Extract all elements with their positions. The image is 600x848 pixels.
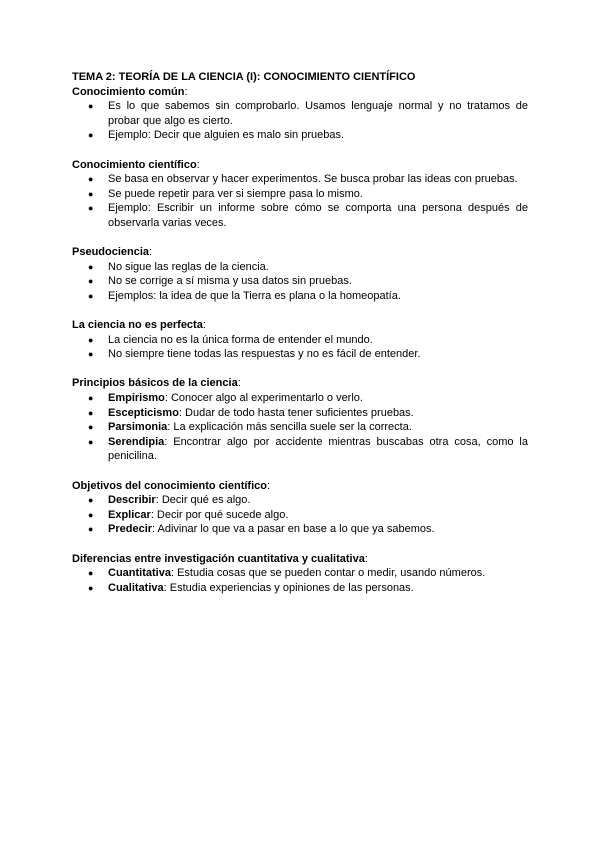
bullet-list <box>72 493 528 537</box>
list-item: ● Ejemplos: la idea de que la Tierra es plana o la homeopatía. <box>88 289 401 302</box>
section-heading: Pseudociencia: <box>72 246 153 259</box>
bullet-icon: ● <box>88 188 94 199</box>
list-item: ● Empirismo: Conocer algo al experimentarlo o verlo. <box>88 392 363 405</box>
list-item: ● Se basa en observar y hacer experimentos. Se busca probar las ideas con pruebas. <box>88 173 518 186</box>
list-item: ● Describir: Decir qué es algo. <box>88 494 251 507</box>
term-label: Describir <box>108 494 156 507</box>
bullet-icon: ● <box>88 509 94 520</box>
bullet-icon: ● <box>88 436 94 447</box>
bullet-icon: ● <box>88 407 94 418</box>
list-item: ● No sigue las reglas de la ciencia. <box>88 260 269 273</box>
term-label: Serendipia <box>108 435 165 448</box>
list-item: ● Se puede repetir para ver si siempre pasa lo mismo. <box>88 187 363 200</box>
list-item: ● Explicar: Decir por qué sucede algo. <box>88 508 289 521</box>
term-label: Empirismo <box>108 392 165 405</box>
list-item: ● Predecir: Adivinar lo que va a pasar en base a lo que ya sabemos. <box>88 523 435 536</box>
bullet-icon: ● <box>88 290 94 301</box>
list-item: ● Ejemplo: Escribir un informe sobre cómo se comporta una persona después de observarla varias veces. <box>88 202 528 229</box>
term-label: Parsimonia <box>108 421 168 434</box>
list-item: ● Cualitativa: Estudia experiencias y opiniones de las personas. <box>88 581 414 594</box>
bullet-list <box>72 260 528 304</box>
bullet-icon: ● <box>88 334 94 345</box>
list-item: ● Cuantitativa: Estudia cosas que se pueden contar o medir, usando números. <box>88 567 486 580</box>
bullet-icon: ● <box>88 524 94 535</box>
bullet-icon: ● <box>88 568 94 579</box>
list-item: ● No se corrige a sí misma y usa datos sin pruebas. <box>88 275 352 288</box>
bullet-icon: ● <box>88 349 94 360</box>
term-label: Escepticismo <box>108 406 179 419</box>
list-item: ● La ciencia no es la única forma de entender el mundo. <box>88 333 373 346</box>
bullet-icon: ● <box>88 422 94 433</box>
section-heading: Diferencias entre investigación cuantitativa y cualitativa: <box>72 552 368 565</box>
list-item: ● Es lo que sabemos sin comprobarlo. Usamos lenguaje normal y no tratamos de probar que algo es cierto. <box>88 100 528 127</box>
section-diferencias <box>72 552 528 596</box>
section-conocimiento-comun <box>72 85 528 143</box>
section-heading: Conocimiento científico: <box>72 158 200 171</box>
list-item: ● Ejemplo: Decir que alguien es malo sin pruebas. <box>88 129 345 142</box>
bullet-icon: ● <box>88 582 94 593</box>
document-body <box>72 70 528 610</box>
term-label: Predecir <box>108 523 153 536</box>
bullet-list <box>72 566 528 595</box>
bullet-list <box>72 99 528 143</box>
section-heading: Principios básicos de la ciencia: <box>72 377 241 390</box>
bullet-icon: ● <box>88 174 94 185</box>
term-label: Cuantitativa <box>108 567 171 580</box>
bullet-icon: ● <box>88 393 94 404</box>
bullet-icon: ● <box>88 276 94 287</box>
bullet-list <box>72 333 528 362</box>
term-label: Explicar <box>108 508 151 521</box>
section-heading: Objetivos del conocimiento científico: <box>72 479 271 492</box>
section-ciencia-no-perfecta <box>72 318 528 362</box>
list-item: ● No siempre tiene todas las respuestas y no es fácil de entender. <box>88 348 421 361</box>
bullet-icon: ● <box>88 101 94 112</box>
section-principios-basicos <box>72 376 528 464</box>
section-heading: Conocimiento común: <box>72 85 188 98</box>
list-item: ● Parsimonia: La explicación más sencilla suele ser la correcta. <box>88 421 412 434</box>
term-label: Cualitativa <box>108 581 164 594</box>
section-heading: La ciencia no es perfecta: <box>72 319 206 332</box>
document-title: TEMA 2: TEORÍA DE LA CIENCIA (I): CONOCIMIENTO CIENTÍFICO <box>72 71 416 83</box>
bullet-icon: ● <box>88 261 94 272</box>
bullet-icon: ● <box>88 203 94 214</box>
bullet-icon: ● <box>88 130 94 141</box>
section-pseudociencia <box>72 245 528 303</box>
bullet-list <box>72 391 528 464</box>
list-item: ● Serendipia: Encontrar algo por accidente mientras buscabas otra cosa, como la penicilina. <box>88 435 528 463</box>
bullet-list <box>72 172 528 230</box>
list-item: ● Escepticismo: Dudar de todo hasta tener suficientes pruebas. <box>88 406 414 419</box>
bullet-icon: ● <box>88 495 94 506</box>
section-objetivos <box>72 479 528 537</box>
section-conocimiento-cientifico <box>72 158 528 231</box>
